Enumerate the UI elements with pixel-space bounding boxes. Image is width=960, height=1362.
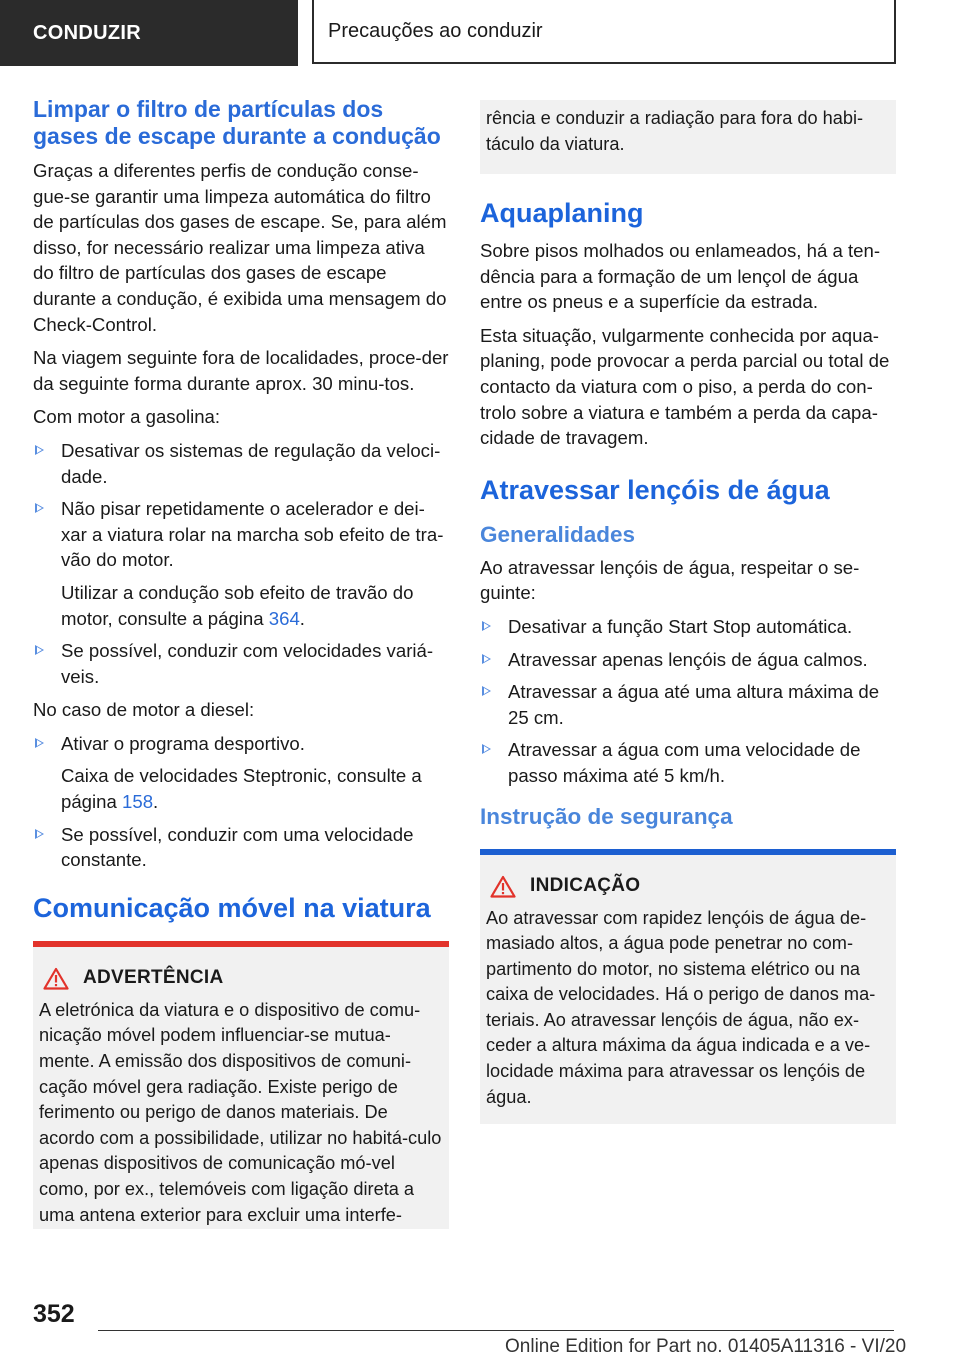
footer-divider bbox=[98, 1330, 894, 1331]
dpf-paragraph-2: Na viagem seguinte fora de localidades, proce-der da seguinte forma durante aprox. 30 minu-tos. bbox=[33, 347, 449, 394]
warning-box-continued bbox=[480, 100, 896, 174]
warning-triangle-icon bbox=[43, 967, 69, 990]
list-item: Se possível, conduzir com velocidades variá-veis. bbox=[33, 638, 449, 689]
aquaplaning-paragraph-1: Sobre pisos molhados ou enlameados, há a ten-dência para a formação de um lençol de água entre os pneus e a superfície da estrada. bbox=[480, 240, 881, 313]
triangle-bullet-icon bbox=[35, 645, 44, 655]
aquaplaning-paragraph-2: Esta situação, vulgarmente conhecida por aqua-planing, pode provocar a perda parcial ou total de contacto da viatura com o piso, a perda do con-trolo sobre a viatura e também a perda da capa-cidade de travagem. bbox=[480, 324, 890, 449]
diesel-intro: No caso de motor a diesel: bbox=[33, 699, 255, 721]
page-link-158[interactable]: 158 bbox=[122, 791, 154, 813]
general-heading: Generalidades bbox=[480, 521, 636, 547]
notice-text: Ao atravessar com rapidez lençóis de água de-masiado altos, a água pode penetrar no com-partimento do motor, no sistema elétrico ou na caixa de velocidades. Há o perigo de danos ma-teriais. Ao atravessar lençóis de água, não ex-ceder a altura máxima da água indicada e a ve-locidade máxima para atravessar os lençóis de água. bbox=[486, 907, 876, 1107]
triangle-bullet-icon bbox=[35, 445, 44, 455]
list-item: Não pisar repetidamente o acelerador e dei-xar a viatura rolar na marcha sob efeito de tra-vão do motor. Utilizar a condução sob efeito de travão do motor, consulte a página 364. bbox=[33, 496, 449, 631]
list-item: Atravessar a água com uma velocidade de passo máxima até 5 km/h. bbox=[480, 737, 896, 788]
dpf-heading: Limpar o filtro de partículas dos gases de escape durante a condução bbox=[33, 96, 441, 149]
list-item: Desativar a função Start Stop automática. bbox=[480, 614, 896, 640]
chapter-tab: CONDUZIR bbox=[0, 0, 298, 66]
triangle-bullet-icon bbox=[35, 503, 44, 513]
footer-edition: Online Edition for Part no. 01405A11316 - VI/20 bbox=[505, 1336, 907, 1357]
page-link-364[interactable]: 364 bbox=[268, 607, 300, 629]
diesel-list bbox=[33, 731, 449, 873]
list-subnote: Utilizar a condução sob efeito de travão do motor, consulte a página 364. bbox=[61, 581, 414, 629]
dpf-paragraph-1: Graças a diferentes perfis de condução conse-gue-se garantir uma limpeza automática do filtro de partículas dos gases de escape. Se, para além disso, for necessário realizar uma limpeza ativa do filtro de partículas dos gases de escape durante a condução, é exibida uma mensagem do Check-Control. bbox=[33, 160, 447, 335]
petrol-list bbox=[33, 438, 449, 689]
warning-text: A eletrónica da viatura e o dispositivo de comu-nicação móvel podem influenciar-se mutua-mente. A emissão dos dispositivos de comuni-cação móvel gera radiação. Existe perigo de ferimento ou perigo de danos materiais. De acordo com a possibilidade, utilizar no habitá-culo apenas dispositivos de comunicação mó-vel como, por ex., telemóveis com ligação direta a uma antena exterior para excluir uma interfe- bbox=[39, 999, 442, 1225]
warning-title: ADVERTÊNCIA bbox=[39, 967, 443, 990]
left-column bbox=[33, 96, 449, 1229]
list-item: Desativar os sistemas de regulação da veloci-dade. bbox=[33, 438, 449, 489]
triangle-bullet-icon bbox=[482, 621, 491, 631]
triangle-bullet-icon bbox=[482, 686, 491, 696]
right-column bbox=[480, 100, 896, 1124]
notice-box bbox=[480, 849, 896, 1125]
water-list bbox=[480, 614, 896, 789]
list-item: Atravessar apenas lençóis de água calmos. bbox=[480, 647, 896, 673]
general-intro: Ao atravessar lençóis de água, respeitar o se-guinte: bbox=[480, 556, 860, 604]
petrol-intro: Com motor a gasolina: bbox=[33, 406, 221, 428]
page-header bbox=[0, 0, 960, 66]
page-number: 352 bbox=[33, 1300, 75, 1328]
warning-text-continued: rência e conduzir a radiação para fora do habi-táculo da viatura. bbox=[486, 108, 864, 154]
mobile-heading: Comunicação móvel na viatura bbox=[33, 892, 431, 923]
aquaplaning-heading: Aquaplaning bbox=[480, 198, 644, 228]
list-item: Se possível, conduzir com uma velocidade constante. bbox=[33, 822, 449, 873]
triangle-bullet-icon bbox=[482, 744, 491, 754]
notice-triangle-icon bbox=[490, 875, 516, 898]
safety-heading: Instrução de segurança bbox=[480, 803, 733, 829]
triangle-bullet-icon bbox=[35, 738, 44, 748]
notice-title: INDICAÇÃO bbox=[486, 875, 890, 898]
warning-box bbox=[33, 941, 449, 1229]
list-item: Ativar o programa desportivo. Caixa de velocidades Steptronic, consulte a página 158. bbox=[33, 731, 449, 815]
triangle-bullet-icon bbox=[482, 654, 491, 664]
triangle-bullet-icon bbox=[35, 829, 44, 839]
section-tab: Precauções ao conduzir bbox=[312, 0, 896, 64]
list-subnote: Caixa de velocidades Steptronic, consulte a página 158. bbox=[61, 765, 422, 813]
list-item: Atravessar a água até uma altura máxima de 25 cm. bbox=[480, 679, 896, 730]
water-heading: Atravessar lençóis de água bbox=[480, 474, 830, 505]
